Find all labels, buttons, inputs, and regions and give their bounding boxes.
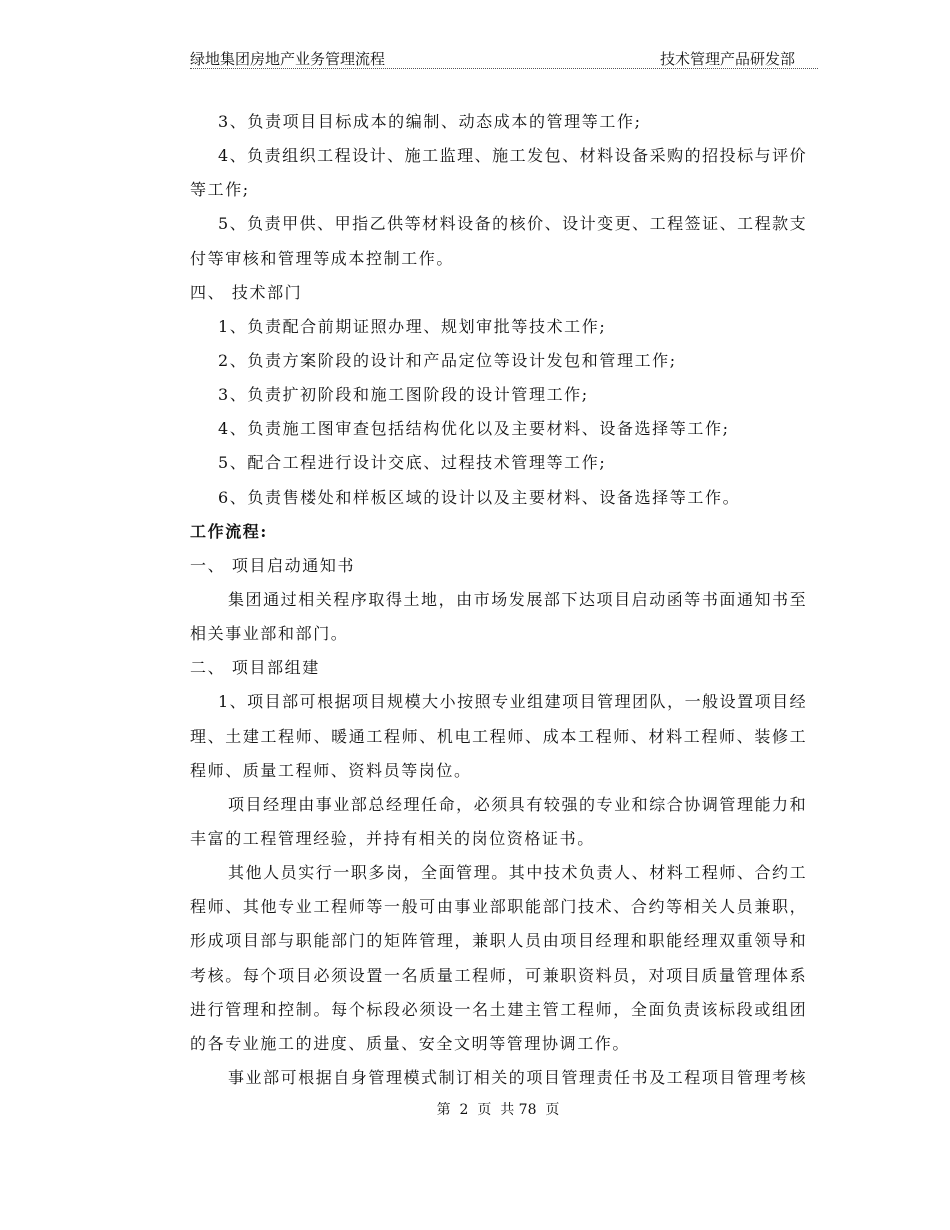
body-line: 集团通过相关程序取得土地，由市场发展部下达项目启动函等书面通知书至 <box>228 589 806 609</box>
body-line: 相关事业部和部门。 <box>190 624 349 644</box>
body-line: 的各专业施工的进度、质量、安全文明等管理协调工作。 <box>190 1033 631 1053</box>
body-line: 等工作; <box>190 180 250 200</box>
body-line: 4、负责施工图审查包括结构优化以及主要材料、设备选择等工作; <box>218 419 730 439</box>
body-line: 其他人员实行一职多岗，全面管理。其中技术负责人、材料工程师、合约工 <box>228 863 806 883</box>
body-line: 程师、质量工程师、资料员等岗位。 <box>190 760 472 780</box>
workflow-heading: 工作流程: <box>190 521 268 541</box>
body-line: 理、土建工程师、暖通工程师、机电工程师、成本工程师、材料工程师、装修工 <box>190 726 806 746</box>
body-line: 2、负责方案阶段的设计和产品定位等设计发包和管理工作; <box>218 350 677 370</box>
body-line: 6、负责售楼处和样板区域的设计以及主要材料、设备选择等工作。 <box>218 487 741 507</box>
body-line: 5、负责甲供、甲指乙供等材料设备的核价、设计变更、工程签证、工程款支 <box>218 214 806 234</box>
page-header <box>190 50 818 69</box>
body-line: 程师、其他专业工程师等一般可由事业部职能部门技术、合约等相关人员兼职， <box>190 897 806 917</box>
body-line: 4、负责组织工程设计、施工监理、施工发包、材料设备采购的招投标与评价 <box>218 146 806 166</box>
body-line: 考核。每个项目必须设置一名质量工程师，可兼职资料员，对项目质量管理体系 <box>190 965 806 985</box>
body-line: 进行管理和控制。每个标段必须设一名土建主管工程师，全面负责该标段或组团 <box>190 999 806 1019</box>
page-number: 第 2 页 共 78 页 <box>436 1102 560 1118</box>
body-line: 1、项目部可根据项目规模大小按照专业组建项目管理团队，一般设置项目经 <box>218 692 806 712</box>
page-body <box>190 105 806 1095</box>
header-department: 技术管理产品研发部 <box>659 50 795 68</box>
body-line: 丰富的工程管理经验，并持有相关的岗位资格证书。 <box>190 828 595 848</box>
body-line: 3、负责扩初阶段和施工图阶段的设计管理工作; <box>218 385 589 405</box>
section-heading: 一、 项目启动通知书 <box>190 555 356 575</box>
body-line: 形成项目部与职能部门的矩阵管理，兼职人员由项目经理和职能经理双重领导和 <box>190 931 806 951</box>
body-line: 项目经理由事业部总经理任命，必须具有较强的专业和综合协调管理能力和 <box>228 794 806 814</box>
section-heading: 二、 项目部组建 <box>190 658 320 678</box>
body-line: 3、负责项目目标成本的编制、动态成本的管理等工作; <box>218 112 642 131</box>
body-line: 付等审核和管理等成本控制工作。 <box>190 248 455 268</box>
body-line: 5、配合工程进行设计交底、过程技术管理等工作; <box>218 453 607 473</box>
section-heading: 四、 技术部门 <box>190 282 303 302</box>
body-line: 事业部可根据自身管理模式制订相关的项目管理责任书及工程项目管理考核 <box>228 1067 806 1087</box>
body-line: 1、负责配合前期证照办理、规划审批等技术工作; <box>218 316 607 336</box>
header-document-title: 绿地集团房地产业务管理流程 <box>190 50 386 68</box>
